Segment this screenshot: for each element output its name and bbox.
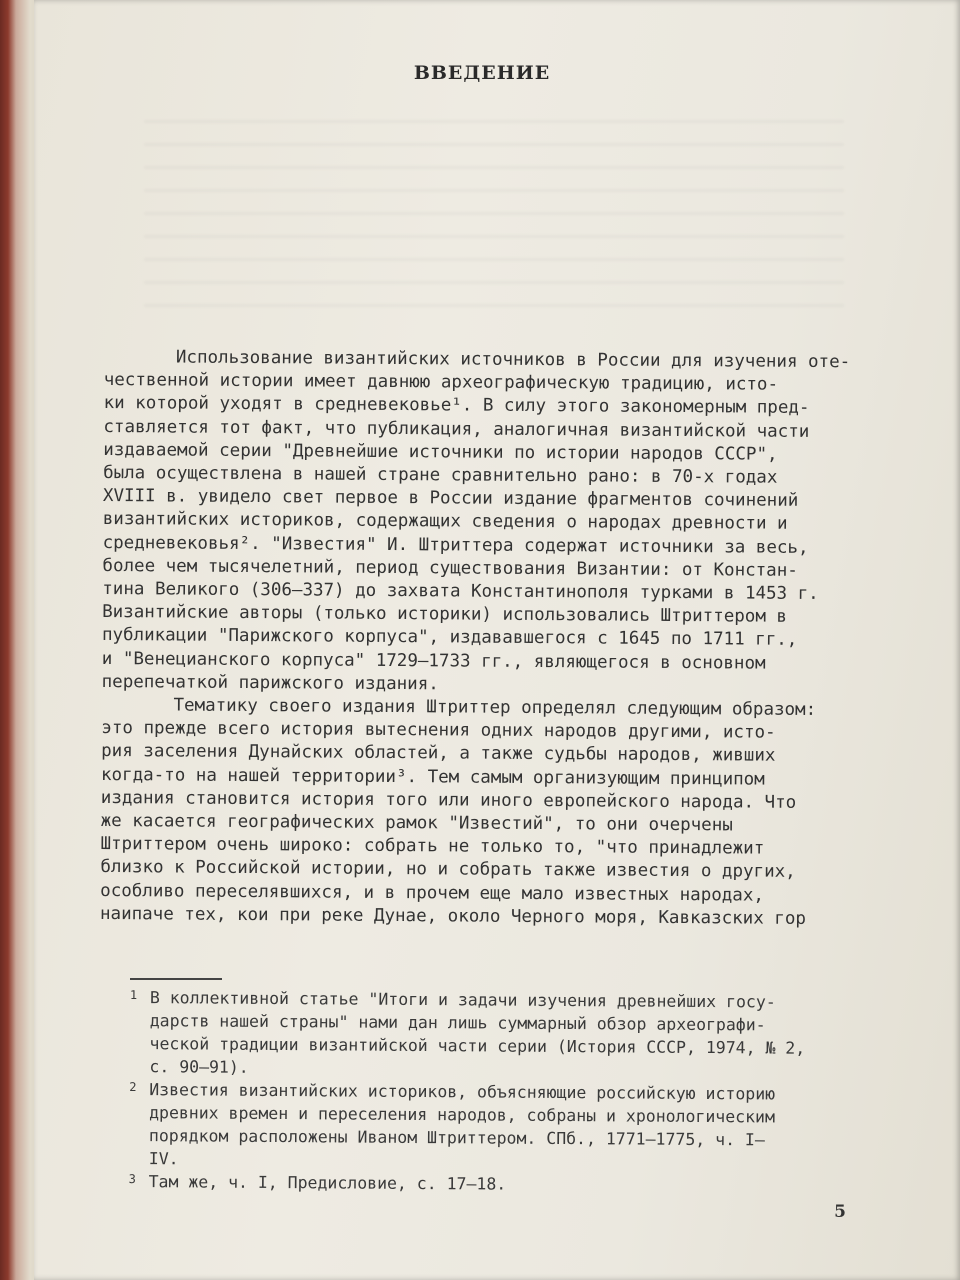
text-line: когда-то на нашей территории³. Тем самым организующим принципом <box>100 764 765 790</box>
text-line: публикации "Парижского корпуса", издававшегося с 1645 по 1711 гг., <box>101 625 798 651</box>
footnote-divider <box>130 978 222 980</box>
footnote-line: IV. <box>148 1149 179 1169</box>
text-line: издаваемой серии "Древнейшие источники по истории народов СССР", <box>103 439 778 465</box>
footnotes <box>129 986 870 1198</box>
footnote-line: порядком расположены Иваном Штриттером. СПб., 1771–1775, ч. I– <box>148 1126 765 1150</box>
page-number: 5 <box>834 1202 846 1222</box>
footnote-line: дарств нашей страны" нами дан лишь суммарный обзор археографи- <box>149 1011 766 1035</box>
text-line: ки которой уходят в средневековье¹. В силу этого закономерным пред- <box>103 393 810 419</box>
text-line: и "Венецианского корпуса" 1729–1733 гг., являющегося в основном <box>101 648 766 674</box>
text-line: Византийские авторы (только историки) использовались Штриттером в <box>102 602 788 628</box>
text-line: средневековья². "Известия" И. Штриттера содержат источники за весь, <box>102 532 809 558</box>
text-line: византийских историков, содержащих сведения о народах древности и <box>102 509 788 535</box>
text-line: Штриттером очень широко: собрать не только то, "что принадлежит <box>100 834 765 859</box>
footnote-number: 1 <box>129 987 138 1003</box>
book-page <box>34 0 960 1280</box>
page-heading: ВВЕДЕНИЕ <box>413 62 551 84</box>
text-line: тина Великого (306–337) до захвата Константинополя турками в 1453 г. <box>102 579 819 605</box>
text-line: издания становится история того или иного европейского народа. Что <box>100 787 797 813</box>
text-line: более чем тысячелетний, период существования Византии: от Констан- <box>102 555 798 581</box>
text-line: же касается географических рамок "Известий", то они очерчены <box>100 811 733 836</box>
text-line: перепечаткой парижского издания. <box>101 671 439 695</box>
text-line: ставляется тот факт, что публикация, аналогичная византийской части <box>103 416 810 442</box>
text-line: наипаче тех, кои при реке Дунае, около Черного моря, Кавказских гор <box>99 903 806 929</box>
footnote-line: древних времен и переселения народов, собраны и хронологическим <box>149 1103 776 1127</box>
text-line: Использование византийских источников в России для изучения оте- <box>175 347 851 373</box>
paragraph-1 <box>102 346 864 699</box>
text-line: рия заселения Дунайских областей, а также судьбы народов, живших <box>101 741 776 767</box>
text-line: XVIII в. увидело свет первое в России издание фрагментов сочинений <box>102 486 799 512</box>
text-line: Тематику своего издания Штриттер определял следующим образом: <box>173 695 817 721</box>
paragraph-2 <box>100 694 862 931</box>
footnote-line: Там же, ч. I, Предисловие, с. 17–18. <box>148 1172 507 1194</box>
footnote-number: 3 <box>128 1171 136 1187</box>
footnote-2 <box>129 1078 870 1175</box>
text-line: была осуществлена в нашей стране сравнительно рано: в 70-х годах <box>103 463 778 488</box>
footnote-line: ческой традиции византийской части серии (История СССР, 1974, № 2, <box>149 1034 806 1058</box>
main-text <box>100 346 864 931</box>
text-line: чественной истории имеет давнюю археографическую традицию, исто- <box>103 370 779 395</box>
text-line: особливо переселявшихся, и в прочем еще мало известных народах, <box>100 880 765 906</box>
footnote-3 <box>129 1170 869 1198</box>
text-line: близко к Российской истории, но и собрать также известия о других, <box>100 857 796 883</box>
footnote-1 <box>129 986 870 1083</box>
text-line: это прежде всего история вытеснения одних народов другими, исто- <box>101 718 776 743</box>
footnote-line: Известия византийских историков, объясняющие российскую историю <box>149 1080 776 1104</box>
show-through-text <box>144 100 844 320</box>
footnote-line: с. 90–91). <box>149 1057 249 1077</box>
footnote-line: В коллективной статье "Итоги и задачи изучения древнейших госу- <box>149 988 776 1012</box>
footnote-number: 2 <box>129 1079 137 1095</box>
